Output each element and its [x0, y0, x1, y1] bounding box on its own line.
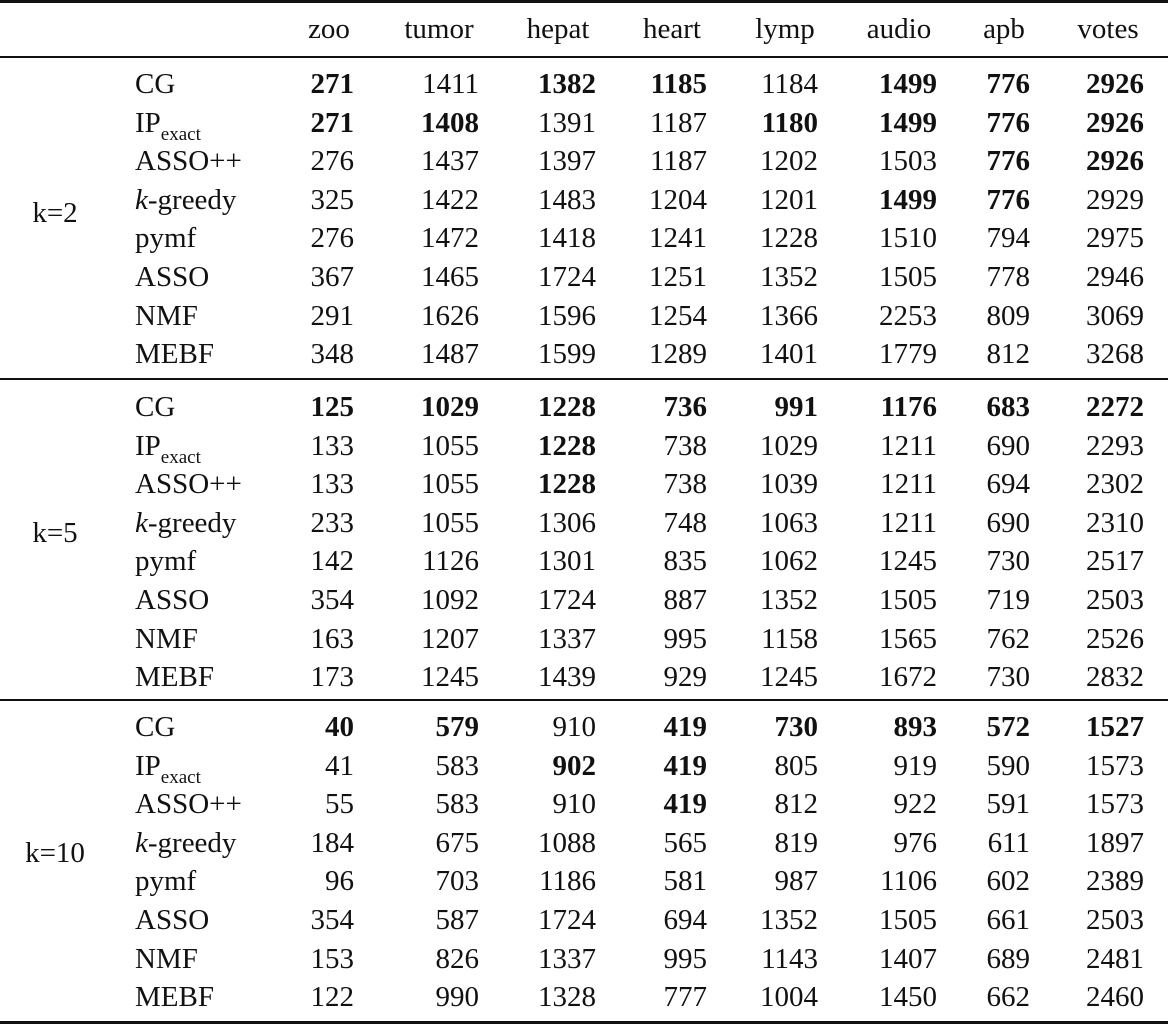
value-cell: 348	[310, 338, 354, 371]
value-cell: 1499	[879, 183, 937, 216]
value-cell: 40	[325, 711, 354, 743]
value-cell: 776	[986, 183, 1030, 216]
value-cell: 1186	[539, 865, 596, 898]
value-cell: 893	[893, 711, 937, 743]
value-cell: 3069	[1086, 299, 1144, 332]
value-cell: 826	[435, 942, 479, 975]
value-cell: 1510	[879, 222, 937, 255]
value-cell: 125	[310, 391, 354, 423]
value-cell: 122	[310, 981, 354, 1014]
value-cell: 1337	[538, 942, 596, 975]
method-name	[135, 747, 201, 788]
value-cell: 987	[774, 865, 818, 898]
method-name	[135, 219, 196, 257]
value-cell: 1439	[538, 661, 596, 694]
method-name	[135, 427, 201, 468]
top-rule	[0, 0, 1168, 3]
value-cell: 611	[987, 826, 1030, 859]
method-name	[135, 581, 209, 619]
value-cell: 995	[663, 622, 707, 655]
value-cell: 1407	[879, 942, 937, 975]
value-cell: 809	[986, 299, 1030, 332]
value-cell: 689	[986, 942, 1030, 975]
value-cell: 794	[986, 222, 1030, 255]
value-cell: 1211	[880, 506, 937, 539]
value-cell: 1626	[421, 299, 479, 332]
value-cell: 579	[435, 711, 479, 743]
value-cell: 919	[893, 749, 937, 782]
value-cell: 163	[310, 622, 354, 655]
method-label: ASSO	[135, 261, 210, 293]
method-label: -greedy	[147, 506, 237, 539]
method-name	[135, 708, 175, 746]
value-cell: 1245	[760, 661, 818, 694]
value-cell: 1565	[879, 622, 937, 655]
method-name	[135, 297, 198, 335]
group-label: k=2	[32, 197, 78, 229]
value-cell: 990	[435, 981, 479, 1014]
value-cell: 1055	[421, 429, 479, 462]
value-cell: 2302	[1086, 468, 1144, 501]
value-cell: 1039	[760, 468, 818, 501]
group-label: k=5	[32, 517, 78, 549]
value-cell: 2460	[1086, 981, 1144, 1014]
value-cell: 1401	[760, 338, 818, 371]
value-cell: 1306	[538, 506, 596, 539]
value-cell: 276	[310, 145, 354, 178]
value-cell: 730	[986, 661, 1030, 694]
value-cell: 590	[986, 749, 1030, 782]
value-cell: 565	[663, 826, 707, 859]
value-cell: 1106	[880, 865, 937, 898]
method-italic-prefix: k	[135, 506, 148, 539]
column-header-votes: votes	[1077, 13, 1139, 45]
value-cell: 1092	[421, 584, 479, 616]
value-cell: 1437	[421, 145, 479, 178]
value-cell: 1228	[538, 468, 596, 501]
value-cell: 1352	[760, 584, 818, 616]
method-label: ASSO	[135, 904, 210, 936]
method-label: pymf	[135, 545, 197, 578]
value-cell: 2293	[1086, 429, 1144, 462]
value-cell: 1408	[421, 106, 479, 139]
value-cell: 776	[986, 106, 1030, 139]
value-cell: 1352	[760, 261, 818, 293]
method-name	[135, 142, 242, 180]
method-name	[135, 504, 236, 542]
method-label: ASSO++	[135, 788, 242, 821]
value-cell: 976	[893, 826, 937, 859]
value-cell: 367	[310, 261, 354, 293]
value-cell: 96	[325, 865, 354, 898]
value-cell: 1337	[538, 622, 596, 655]
value-cell: 572	[986, 711, 1030, 743]
method-name	[135, 65, 175, 103]
value-cell: 1180	[761, 106, 818, 139]
value-cell: 736	[663, 391, 707, 423]
value-cell: 991	[774, 391, 818, 423]
value-cell: 1029	[421, 391, 479, 423]
value-cell: 1672	[879, 661, 937, 694]
value-cell: 1245	[879, 545, 937, 578]
value-cell: 1599	[538, 338, 596, 371]
method-italic-prefix: k	[135, 826, 148, 859]
value-cell: 812	[986, 338, 1030, 371]
method-name	[135, 824, 236, 862]
value-cell: 922	[893, 788, 937, 821]
value-cell: 910	[552, 711, 596, 743]
value-cell: 2503	[1086, 904, 1144, 936]
value-cell: 2517	[1086, 545, 1144, 578]
value-cell: 276	[310, 222, 354, 255]
value-cell: 1724	[538, 261, 596, 293]
method-label: MEBF	[135, 981, 214, 1014]
value-cell: 1143	[761, 942, 818, 975]
method-italic-prefix: k	[135, 183, 148, 216]
method-name	[135, 335, 214, 373]
value-cell: 1245	[421, 661, 479, 694]
method-label: -greedy	[147, 826, 237, 859]
value-cell: 2975	[1086, 222, 1144, 255]
group-label: k=10	[25, 837, 85, 869]
value-cell: 325	[310, 183, 354, 216]
method-label: ASSO++	[135, 145, 242, 178]
value-cell: 1055	[421, 506, 479, 539]
value-cell: 1328	[538, 981, 596, 1014]
method-name	[135, 658, 214, 696]
value-cell: 2946	[1086, 261, 1144, 293]
value-cell: 1187	[650, 106, 707, 139]
group-divider	[0, 699, 1168, 701]
value-cell: 2929	[1086, 183, 1144, 216]
value-cell: 2503	[1086, 584, 1144, 616]
method-name	[135, 620, 198, 658]
value-cell: 929	[663, 661, 707, 694]
column-header-heart: heart	[643, 13, 701, 45]
method-label: NMF	[135, 299, 198, 332]
value-cell: 738	[663, 429, 707, 462]
value-cell: 1450	[879, 981, 937, 1014]
value-cell: 583	[435, 788, 479, 821]
value-cell: 887	[663, 584, 707, 616]
value-cell: 690	[986, 429, 1030, 462]
value-cell: 1241	[649, 222, 707, 255]
value-cell: 662	[986, 981, 1030, 1014]
method-label: IP	[135, 749, 161, 782]
method-name	[135, 940, 198, 978]
method-label: NMF	[135, 942, 198, 975]
value-cell: 902	[552, 749, 596, 782]
method-label: IP	[135, 106, 161, 139]
value-cell: 1472	[421, 222, 479, 255]
value-cell: 419	[663, 711, 707, 743]
value-cell: 587	[435, 904, 479, 936]
value-cell: 153	[310, 942, 354, 975]
value-cell: 55	[325, 788, 354, 821]
value-cell: 719	[986, 584, 1030, 616]
value-cell: 1228	[538, 429, 596, 462]
method-name	[135, 862, 196, 900]
method-name	[135, 465, 242, 503]
value-cell: 1289	[649, 338, 707, 371]
value-cell: 1391	[538, 106, 596, 139]
value-cell: 1418	[538, 222, 596, 255]
value-cell: 1352	[760, 904, 818, 936]
method-name	[135, 901, 209, 939]
value-cell: 1201	[760, 183, 818, 216]
method-label: pymf	[135, 222, 197, 255]
value-cell: 2272	[1086, 391, 1144, 423]
value-cell: 2389	[1086, 865, 1144, 898]
column-header-tumor: tumor	[404, 13, 474, 45]
value-cell: 419	[663, 749, 707, 782]
value-cell: 41	[325, 749, 354, 782]
column-header-audio: audio	[866, 13, 932, 45]
method-subscript: exact	[160, 123, 201, 145]
method-label: MEBF	[135, 661, 214, 694]
method-name	[135, 542, 196, 580]
value-cell: 2481	[1086, 942, 1144, 975]
method-label: IP	[135, 429, 161, 462]
method-label: MEBF	[135, 338, 214, 371]
value-cell: 1483	[538, 183, 596, 216]
value-cell: 1411	[422, 68, 479, 100]
value-cell: 581	[663, 865, 707, 898]
value-cell: 776	[986, 145, 1030, 178]
value-cell: 1185	[650, 68, 707, 100]
value-cell: 738	[663, 468, 707, 501]
value-cell: 233	[310, 506, 354, 539]
value-cell: 184	[310, 826, 354, 859]
method-subscript: exact	[160, 446, 201, 468]
value-cell: 1228	[538, 391, 596, 423]
value-cell: 419	[663, 788, 707, 821]
value-cell: 1254	[649, 299, 707, 332]
value-cell: 1499	[879, 68, 937, 100]
value-cell: 748	[663, 506, 707, 539]
column-header-zoo: zoo	[308, 13, 350, 45]
value-cell: 1465	[421, 261, 479, 293]
value-cell: 2926	[1086, 106, 1144, 139]
column-header-hepat: hepat	[526, 13, 590, 45]
method-subscript: exact	[160, 766, 201, 788]
value-cell: 1004	[760, 981, 818, 1014]
value-cell: 778	[986, 261, 1030, 293]
value-cell: 271	[310, 68, 354, 100]
value-cell: 354	[310, 584, 354, 616]
value-cell: 1573	[1086, 788, 1144, 821]
value-cell: 1204	[649, 183, 707, 216]
value-cell: 995	[663, 942, 707, 975]
value-cell: 1382	[538, 68, 596, 100]
value-cell: 1503	[879, 145, 937, 178]
value-cell: 2526	[1086, 622, 1144, 655]
method-name	[135, 181, 236, 219]
value-cell: 1202	[760, 145, 818, 178]
value-cell: 1366	[760, 299, 818, 332]
method-label: CG	[135, 711, 176, 743]
value-cell: 354	[310, 904, 354, 936]
method-label: NMF	[135, 622, 198, 655]
value-cell: 910	[552, 788, 596, 821]
value-cell: 602	[986, 865, 1030, 898]
value-cell: 1724	[538, 584, 596, 616]
value-cell: 1184	[761, 68, 818, 100]
method-name	[135, 388, 175, 426]
value-cell: 1228	[760, 222, 818, 255]
value-cell: 776	[986, 68, 1030, 100]
method-name	[135, 785, 242, 823]
value-cell: 1422	[421, 183, 479, 216]
value-cell: 1397	[538, 145, 596, 178]
value-cell: 805	[774, 749, 818, 782]
value-cell: 2926	[1086, 68, 1144, 100]
value-cell: 1779	[879, 338, 937, 371]
value-cell: 694	[986, 468, 1030, 501]
value-cell: 2926	[1086, 145, 1144, 178]
value-cell: 1724	[538, 904, 596, 936]
method-label: CG	[135, 391, 176, 423]
value-cell: 3268	[1086, 338, 1144, 371]
value-cell: 661	[986, 904, 1030, 936]
value-cell: 2832	[1086, 661, 1144, 694]
value-cell: 591	[986, 788, 1030, 821]
method-label: pymf	[135, 865, 197, 898]
method-name	[135, 978, 214, 1016]
value-cell: 1505	[879, 584, 937, 616]
method-label: -greedy	[147, 183, 237, 216]
value-cell: 1029	[760, 429, 818, 462]
value-cell: 1062	[760, 545, 818, 578]
value-cell: 2310	[1086, 506, 1144, 539]
value-cell: 730	[986, 545, 1030, 578]
value-cell: 690	[986, 506, 1030, 539]
value-cell: 142	[310, 545, 354, 578]
value-cell: 583	[435, 749, 479, 782]
value-cell: 1055	[421, 468, 479, 501]
value-cell: 1596	[538, 299, 596, 332]
method-label: ASSO++	[135, 468, 242, 501]
value-cell: 730	[774, 711, 818, 743]
value-cell: 1573	[1086, 749, 1144, 782]
value-cell: 835	[663, 545, 707, 578]
value-cell: 271	[310, 106, 354, 139]
value-cell: 1499	[879, 106, 937, 139]
value-cell: 1487	[421, 338, 479, 371]
value-cell: 1126	[422, 545, 479, 578]
value-cell: 1505	[879, 904, 937, 936]
value-cell: 1158	[761, 622, 818, 655]
value-cell: 291	[310, 299, 354, 332]
value-cell: 1211	[880, 468, 937, 501]
value-cell: 703	[435, 865, 479, 898]
value-cell: 812	[774, 788, 818, 821]
method-name	[135, 104, 201, 145]
value-cell: 683	[986, 391, 1030, 423]
value-cell: 1207	[421, 622, 479, 655]
value-cell: 1897	[1086, 826, 1144, 859]
value-cell: 133	[310, 429, 354, 462]
value-cell: 762	[986, 622, 1030, 655]
value-cell: 777	[663, 981, 707, 1014]
value-cell: 1063	[760, 506, 818, 539]
value-cell: 819	[774, 826, 818, 859]
value-cell: 1187	[650, 145, 707, 178]
value-cell: 1251	[649, 261, 707, 293]
value-cell: 1088	[538, 826, 596, 859]
value-cell: 1505	[879, 261, 937, 293]
value-cell: 1301	[538, 545, 596, 578]
value-cell: 1211	[880, 429, 937, 462]
value-cell: 694	[663, 904, 707, 936]
value-cell: 173	[310, 661, 354, 694]
method-name	[135, 258, 209, 296]
group-divider	[0, 378, 1168, 380]
header-rule	[0, 56, 1168, 58]
value-cell: 2253	[879, 299, 937, 332]
value-cell: 675	[435, 826, 479, 859]
bottom-rule	[0, 1021, 1168, 1024]
method-label: ASSO	[135, 584, 210, 616]
value-cell: 133	[310, 468, 354, 501]
value-cell: 1527	[1086, 711, 1144, 743]
value-cell: 1176	[880, 391, 937, 423]
column-header-apb: apb	[983, 13, 1025, 45]
column-header-lymp: lymp	[755, 13, 815, 45]
method-label: CG	[135, 68, 176, 100]
